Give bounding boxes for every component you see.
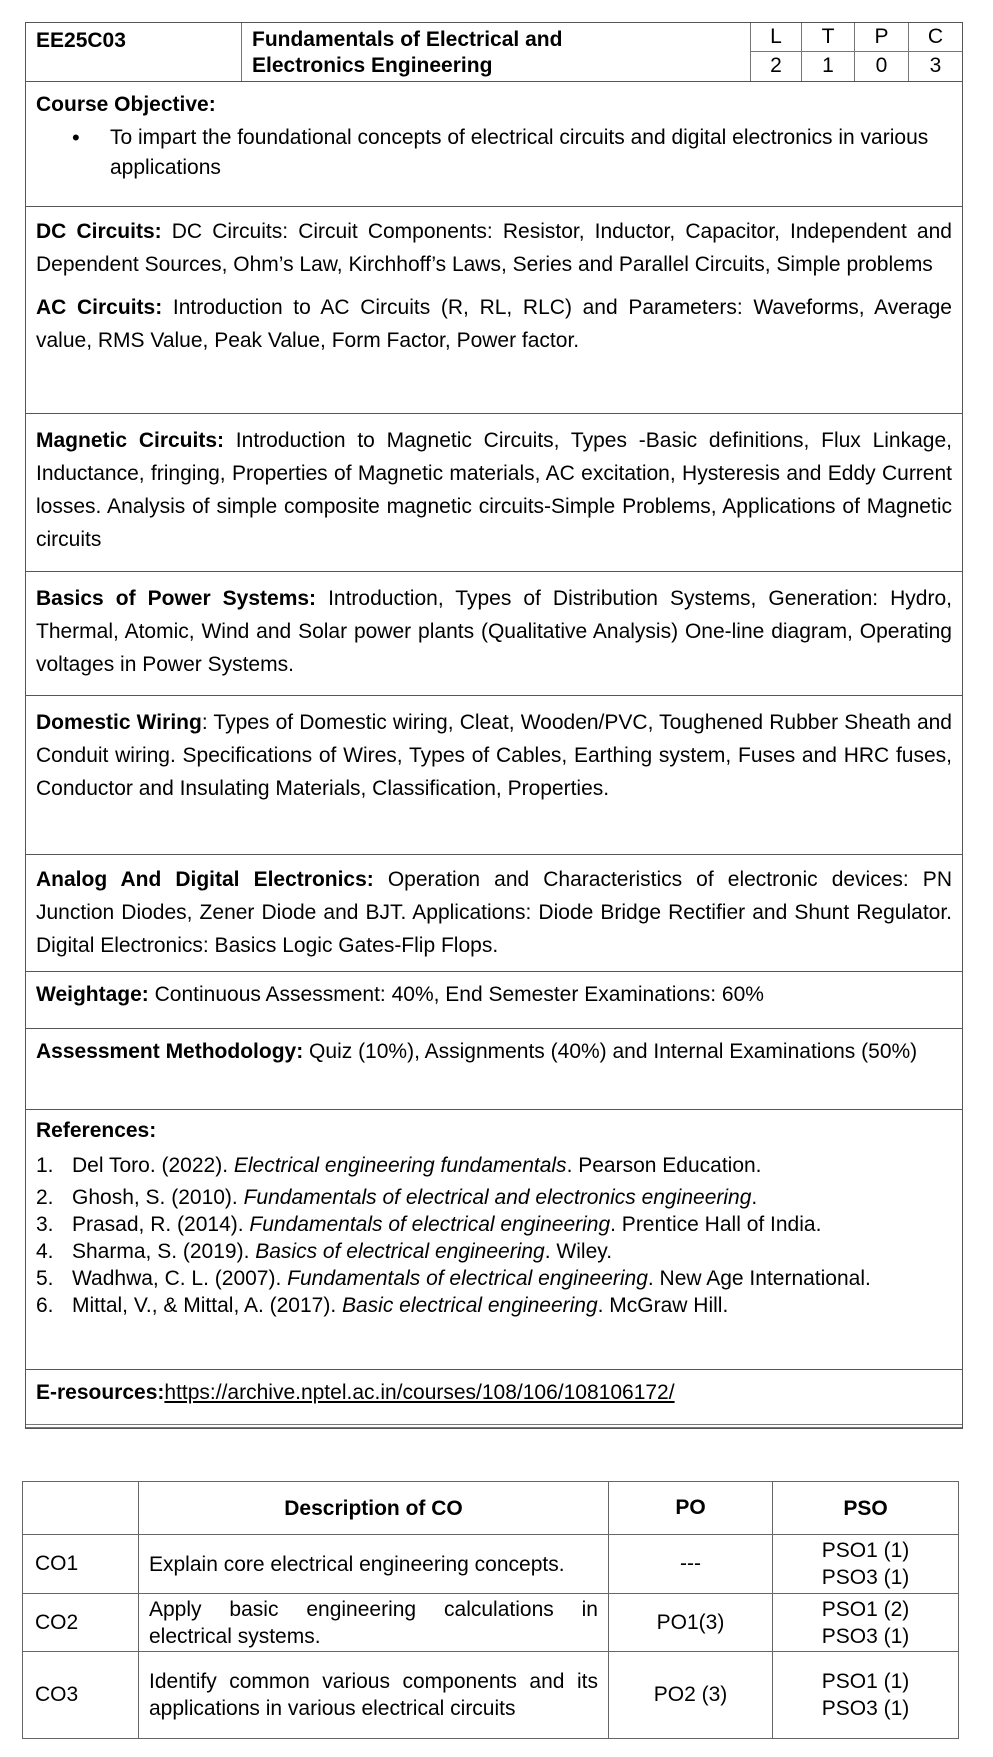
- pso-entry: PSO1 (1): [821, 1670, 910, 1693]
- co-header-pso: PSO: [773, 1482, 959, 1535]
- reference-item: [36, 1238, 952, 1265]
- course-objective-section: [26, 82, 962, 207]
- reference-publisher: .: [751, 1186, 758, 1209]
- weightage-text: Continuous Assessment: 40%, End Semester Examinations: 60%: [148, 983, 764, 1006]
- reference-author: Prasad, R. (2014).: [72, 1213, 250, 1236]
- course-title-line-1: Fundamentals of Electrical and: [252, 28, 563, 51]
- pso-entry: PSO3 (1): [821, 1697, 910, 1720]
- unit-paragraph: [36, 863, 952, 962]
- unit-paragraph: [36, 582, 952, 681]
- eresources-heading: E-resources:: [36, 1381, 165, 1404]
- reference-item: [36, 1184, 952, 1211]
- reference-text: [72, 1265, 952, 1292]
- reference-publisher: . Wiley.: [544, 1240, 613, 1263]
- reference-item: [36, 1265, 952, 1292]
- reference-title: Electrical engineering fundamentals: [233, 1154, 567, 1177]
- unit-text: Introduction, Types of Distribution Systems, Generation: Hydro, Thermal, Atomic, Wind and Solar power plants (Qualitative Analysis) One-line diagram, Operating voltages in Power Systems.: [36, 587, 952, 676]
- reference-author: Sharma, S. (2019).: [72, 1240, 256, 1263]
- reference-publisher: . New Age International.: [647, 1267, 871, 1290]
- eresources-paragraph: [36, 1376, 952, 1409]
- unit-text: Operation and Characteristics of electronic devices: PN Junction Diodes, Zener Diode and BJT. Applications: Diode Bridge Rectifier and Shunt Regulator. Digital Electronics: Basics Logic Gates-Flip Flops.: [36, 868, 952, 957]
- co-header-po: PO: [609, 1482, 773, 1535]
- eresources-link[interactable]: https://archive.nptel.ac.in/courses/108/106/108106172/: [164, 1381, 675, 1404]
- co-header-blank: [23, 1482, 139, 1535]
- circuits-section: [26, 207, 962, 414]
- ltpc-value-p: 0: [854, 52, 908, 81]
- table-row: [23, 1652, 959, 1739]
- reference-number: 1.: [36, 1154, 54, 1177]
- reference-number: 4.: [36, 1240, 54, 1263]
- co-po: ---: [609, 1535, 773, 1594]
- reference-title: Fundamentals of electrical and electronics engineering: [243, 1186, 752, 1209]
- course-title: [242, 23, 750, 81]
- co-table-header-row: [23, 1482, 959, 1535]
- ltpc-value-c: 3: [908, 52, 962, 81]
- ltpc-header-c: C: [908, 23, 962, 52]
- unit-analog-digital-electronics: [26, 855, 962, 972]
- reference-title: Fundamentals of electrical engineering: [249, 1213, 611, 1236]
- unit-power-systems: [26, 572, 962, 696]
- reference-author: Del Toro. (2022).: [72, 1154, 234, 1177]
- co-description: Identify common various components and its applications in various electrical circuits: [139, 1652, 609, 1739]
- unit-heading: AC Circuits:: [36, 296, 163, 319]
- ltpc-header-p: P: [854, 23, 908, 52]
- unit-domestic-wiring: [26, 696, 962, 855]
- course-code: EE25C03: [26, 23, 242, 81]
- reference-number: 6.: [36, 1294, 54, 1317]
- unit-heading: DC Circuits:: [36, 220, 162, 243]
- pso-entry: PSO3 (1): [821, 1624, 910, 1648]
- weightage-heading: Weightage:: [36, 983, 149, 1006]
- reference-text: [72, 1184, 952, 1211]
- objective-list: [36, 123, 952, 183]
- co-pso: [773, 1652, 959, 1739]
- unit-text: Introduction to Magnetic Circuits, Types -Basic definitions, Flux Linkage, Inductance, fringing, Properties of Magnetic materials, AC excitation, Hysteresis and Eddy Current losses. Analysis of simple composite magnetic circuits-Simple Problems, Applications of Magnetic circuits: [36, 429, 952, 551]
- reference-number: 2.: [36, 1186, 54, 1209]
- pso-entry: PSO1 (1): [821, 1539, 910, 1562]
- unit-text: DC Circuits: Circuit Components: Resistor, Inductor, Capacitor, Independent and Dependent Sources, Ohm’s Law, Kirchhoff’s Laws, Series and Parallel Circuits, Simple problems: [36, 220, 952, 276]
- ltpc-value-l: 2: [750, 52, 801, 81]
- co-id: CO2: [23, 1594, 139, 1652]
- objective-item: • To impart the foundational concepts of electrical circuits and digital electronics in various applications: [110, 123, 952, 183]
- assessment-heading: Assessment Methodology:: [36, 1040, 304, 1063]
- unit-ac-circuits: [36, 291, 952, 357]
- pso-entry: PSO1 (2): [821, 1597, 910, 1621]
- course-objective-heading: Course Objective:: [36, 93, 216, 116]
- unit-paragraph: [36, 424, 952, 556]
- co-po: PO1(3): [609, 1594, 773, 1652]
- assessment-text: Quiz (10%), Assignments (40%) and Internal Examinations (50%): [303, 1040, 918, 1063]
- reference-publisher: . Pearson Education.: [566, 1154, 762, 1177]
- reference-author: Wadhwa, C. L. (2007).: [72, 1267, 288, 1290]
- course-header-row: [26, 23, 962, 82]
- reference-item: [36, 1152, 952, 1179]
- unit-heading: Domestic Wiring: [36, 711, 202, 734]
- ltpc-header-t: T: [801, 23, 854, 52]
- table-row: [23, 1535, 959, 1594]
- reference-text: [72, 1152, 952, 1179]
- reference-author: Ghosh, S. (2010).: [72, 1186, 244, 1209]
- course-outcomes-table: [22, 1481, 959, 1739]
- unit-magnetic-circuits: [26, 414, 962, 572]
- reference-text: [72, 1292, 952, 1319]
- reference-title: Basics of electrical engineering: [255, 1240, 545, 1263]
- reference-title: Fundamentals of electrical engineering: [287, 1267, 648, 1290]
- reference-publisher: . Prentice Hall of India.: [610, 1213, 822, 1236]
- unit-heading: Basics of Power Systems:: [36, 587, 317, 610]
- references-list: [36, 1152, 952, 1319]
- table-row: [23, 1594, 959, 1652]
- co-id: CO3: [23, 1652, 139, 1739]
- course-title-line-2: Electronics Engineering: [252, 54, 493, 77]
- unit-paragraph: [36, 706, 952, 805]
- assessment-section: [26, 1029, 962, 1110]
- unit-heading: Magnetic Circuits:: [36, 429, 224, 452]
- reference-publisher: . McGraw Hill.: [597, 1294, 729, 1317]
- weightage-paragraph: [36, 978, 952, 1011]
- reference-item: [36, 1211, 952, 1238]
- co-po: PO2 (3): [609, 1652, 773, 1739]
- unit-heading: Analog And Digital Electronics:: [36, 868, 374, 891]
- references-section: [26, 1110, 962, 1370]
- unit-dc-circuits: [36, 215, 952, 281]
- co-id: CO1: [23, 1535, 139, 1594]
- co-header-description: Description of CO: [139, 1482, 609, 1535]
- co-description: Explain core electrical engineering concepts.: [139, 1535, 609, 1594]
- reference-text: [72, 1238, 952, 1265]
- reference-title: Basic electrical engineering: [342, 1294, 598, 1317]
- ltpc-header-l: L: [750, 23, 801, 52]
- reference-text: [72, 1211, 952, 1238]
- reference-number: 3.: [36, 1213, 54, 1236]
- co-description: Apply basic engineering calculations in electrical systems.: [139, 1594, 609, 1652]
- reference-author: Mittal, V., & Mittal, A. (2017).: [72, 1294, 342, 1317]
- unit-text: Introduction to AC Circuits (R, RL, RLC) and Parameters: Waveforms, Average value, RMS Value, Peak Value, Form Factor, Power factor.: [36, 296, 952, 352]
- eresources-section: [26, 1370, 962, 1428]
- reference-item: [36, 1292, 952, 1319]
- course-syllabus-table: [25, 22, 963, 1429]
- ltpc-value-t: 1: [801, 52, 854, 81]
- ltpc-grid: [750, 23, 962, 81]
- pso-entry: PSO3 (1): [821, 1566, 910, 1589]
- reference-number: 5.: [36, 1267, 54, 1290]
- unit-text: : Types of Domestic wiring, Cleat, Wooden/PVC, Toughened Rubber Sheath and Conduit wiring. Specifications of Wires, Types of Cables, Earthing system, Fuses and HRC fuses, Conductor and Insulating Materials, Classification, Properties.: [36, 711, 952, 800]
- references-heading: References:: [36, 1119, 157, 1142]
- assessment-paragraph: [36, 1035, 952, 1068]
- co-pso: [773, 1535, 959, 1594]
- co-pso: [773, 1594, 959, 1652]
- weightage-section: [26, 972, 962, 1029]
